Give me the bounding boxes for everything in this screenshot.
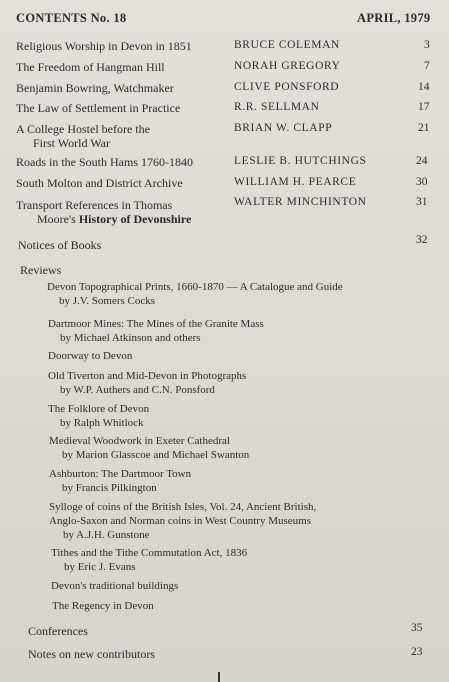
article-page: 17 xyxy=(418,101,430,113)
article-author: R.R. SELLMAN xyxy=(234,101,320,113)
article-page: 14 xyxy=(418,81,430,93)
review-title: Medieval Woodwork in Exeter Cathedral xyxy=(49,435,230,447)
article-title: Roads in the South Hams 1760-1840 xyxy=(16,155,193,169)
article-author: NORAH GREGORY xyxy=(234,60,341,72)
article-title: Transport References in Thomas xyxy=(16,198,173,212)
notices-page: 32 xyxy=(416,234,428,246)
review-author: by Ralph Whitlock xyxy=(60,417,144,429)
review-author: by Marion Glasscoe and Michael Swanton xyxy=(62,449,250,461)
review-author: by Eric J. Evans xyxy=(64,561,136,573)
article-title: Religious Worship in Devon in 1851 xyxy=(16,39,192,53)
review-title: Doorway to Devon xyxy=(48,350,133,362)
article-title: Benjamin Bowring, Watchmaker xyxy=(16,81,174,95)
article-author: WILLIAM H. PEARCE xyxy=(234,176,357,188)
article-title: The Law of Settlement in Practice xyxy=(16,101,181,115)
issue-date: APRIL, 1979 xyxy=(357,11,431,25)
review-title: Devon's traditional buildings xyxy=(51,580,179,592)
review-title: Ashburton: The Dartmoor Town xyxy=(49,468,192,480)
book-title: History of Devonshire xyxy=(78,212,192,226)
contributors-page: 23 xyxy=(411,646,423,658)
article-page: 3 xyxy=(424,39,430,51)
article-title-continued: Moore's History of Devonshire xyxy=(37,212,192,226)
review-author: by J.V. Somers Cocks xyxy=(59,295,156,307)
reviews-label: Reviews xyxy=(20,263,62,277)
article-author: WALTER MINCHINTON xyxy=(234,196,367,208)
article-page: 7 xyxy=(424,60,430,72)
article-author: BRUCE COLEMAN xyxy=(234,39,340,51)
contributors-label: Notes on new contributors xyxy=(28,647,155,661)
review-author: by A.J.H. Gunstone xyxy=(63,529,150,541)
notices-label: Notices of Books xyxy=(18,238,102,252)
conferences-label: Conferences xyxy=(28,624,88,638)
review-title: Devon Topographical Prints, 1660-1870 — A Catalogue and Guide xyxy=(47,281,343,293)
review-title: Old Tiverton and Mid-Devon in Photographs xyxy=(48,370,247,382)
article-page: 24 xyxy=(416,155,428,167)
conferences-page: 35 xyxy=(411,622,423,634)
review-title: Sylloge of coins of the British Isles, Vol. 24, Ancient British, xyxy=(49,501,317,513)
article-title: The Freedom of Hangman Hill xyxy=(16,60,165,74)
page-edge-mark xyxy=(218,672,220,682)
review-title: The Folklore of Devon xyxy=(48,403,150,415)
review-title: Tithes and the Tithe Commutation Act, 1836 xyxy=(51,547,248,559)
article-page: 31 xyxy=(416,196,428,208)
article-page: 30 xyxy=(416,176,428,188)
review-title: Dartmoor Mines: The Mines of the Granite Mass xyxy=(48,318,264,330)
review-author: by W.P. Authers and C.N. Ponsford xyxy=(60,384,215,396)
article-author: CLIVE PONSFORD xyxy=(234,81,340,93)
article-title: A College Hostel before the xyxy=(16,122,150,136)
review-author: by Francis Pilkington xyxy=(62,482,157,494)
article-author: LESLIE B. HUTCHINGS xyxy=(234,155,367,167)
article-author: BRIAN W. CLAPP xyxy=(234,122,333,134)
article-title: South Molton and District Archive xyxy=(16,176,183,190)
article-page: 21 xyxy=(418,122,430,134)
review-author: by Michael Atkinson and others xyxy=(60,332,201,344)
contents-heading: CONTENTS No. 18 xyxy=(16,11,127,25)
article-title-continued: First World War xyxy=(33,136,110,150)
review-title-continued: Anglo-Saxon and Norman coins in West Country Museums xyxy=(49,515,311,527)
review-title: The Regency in Devon xyxy=(52,600,154,612)
